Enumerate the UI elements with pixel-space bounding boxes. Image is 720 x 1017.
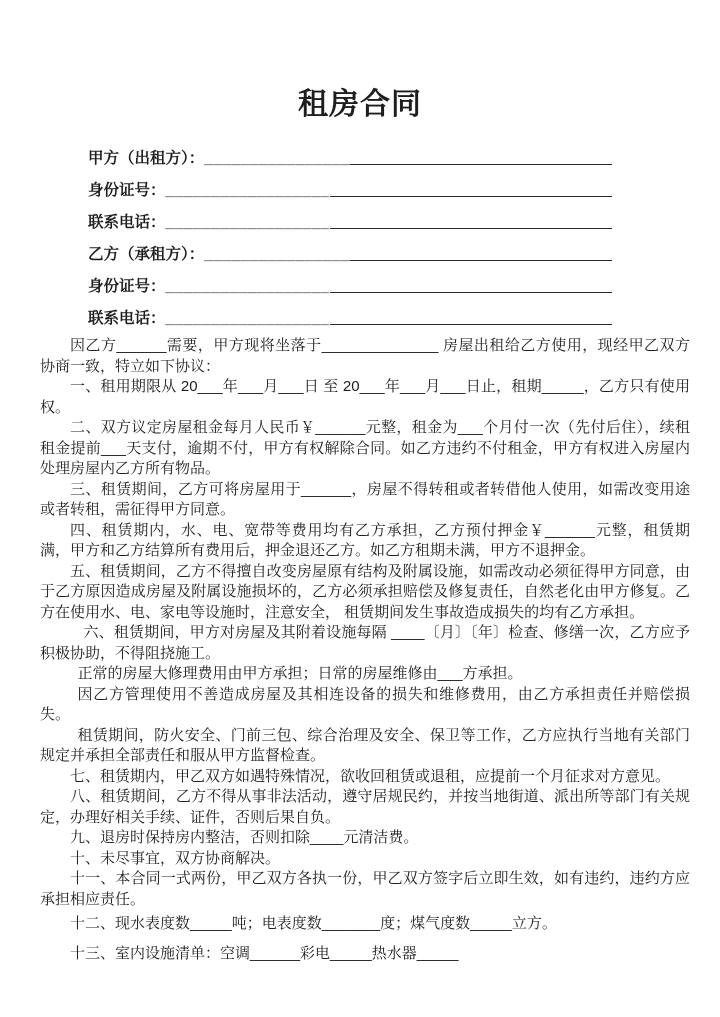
blank-line [330,323,612,325]
clause-4: 四、租赁期内，水、电、宽带等费用均有乙方承担，乙方预付押金￥______元整，租赁期满，甲方和乙方结算所有费用后，押金退还乙方。如乙方租期未满，甲方不退押金。 [40,521,690,559]
fill-in-blank: __________________ [165,214,330,231]
blank-line [330,227,612,229]
clause-11: 十一、本合同一式两份，甲乙双方各执一份，甲乙双方签字后立即生效，如有违约，违约方应承担相应责任。 [40,870,690,908]
fill-in-blank: ________________ [204,246,351,263]
party-label: 甲方（出租方）： [88,150,205,167]
party-row-lessee [88,232,612,264]
party-label: 联系电话： [88,310,166,327]
party-row-lessor [88,136,612,168]
party-label: 身份证号： [88,182,166,199]
clause-1: 一、租用期限从 20___年___月___日 至 20___年___月___日止，租期_____，乙方只有使用权。 [40,378,690,416]
party-label: 乙方（承租方）： [88,246,205,263]
contract-body [40,336,690,964]
clause-2: 二、双方议定房屋租金每月人民币￥______元整，租金为___个月付一次（先付后住），续租租金提前___天支付，逾期不付，甲方有权解除合同。如乙方违约不付租金，甲方有权进入房屋内处理房屋内乙方所有物品。 [40,419,690,477]
intro-paragraph: 因乙方______需要，甲方现将坐落于______________ 房屋出租给乙方使用，现经甲乙双方协商一致，特立如下协议： [40,337,690,375]
party-row-lessee-id [88,264,612,296]
clause-7: 七、租赁期内，甲乙双方如遇特殊情况，欲收回租赁或退租，应提前一个月征求对方意见。 [70,767,671,785]
clause-9: 九、退房时保持房内整洁，否则扣除____元清洁费。 [70,829,419,846]
blank-line [350,163,612,165]
fill-in-blank: __________________ [165,278,330,295]
clause-10: 十、未尽事宜，双方协商解决。 [70,849,281,867]
clause-3: 三、租赁期间，乙方可将房屋用于______，房屋不得转租或者转借他人使用，如需改变用途或者转租，需征得甲方同意。 [40,480,690,518]
party-row-lessee-phone [88,296,612,328]
clause-8: 八、租赁期间，乙方不得从事非法活动，遵守居规民约，并按当地街道、派出所等部门有关规定，办理好相关手续、证件，否则后果自负。 [40,788,690,826]
clause-6-sub-2: 因乙方管理使用不善造成房屋及其相连设备的损失和维修费用，由乙方承担责任并赔偿损失。 [40,685,690,723]
party-label: 联系电话： [88,214,166,231]
fill-in-blank: __________________ [165,182,330,199]
clause-12: 十二、现水表度数_____吨；电表度数_______度；煤气度数_____立方。 [70,915,557,932]
clause-5: 五、租赁期间，乙方不得擅自改变房屋原有结构及附属设施，如需改动必须征得甲方同意，由于乙方原因造成房屋及附属设施损坏的，乙方必须承担赔偿及修复责任，自然老化由甲方修复。乙方在使用水、电、家电等设施时，注意安全， 租赁期间发生事故造成损失的均有乙方承担。 [40,562,690,621]
party-label: 身份证号： [88,278,166,295]
fill-in-blank: ________________ [204,150,351,167]
clause-13: 十三、室内设施清单：空调______彩电_____热水器_____ [70,944,459,962]
blank-line [330,291,612,293]
blank-line [350,259,612,261]
blank-line [330,195,612,197]
contract-title: 租房合同 [298,88,422,121]
clause-6: 六、租赁期间，甲方对房屋及其附着设施每隔 ____〔月〕〔年〕检查、修缮一次，乙方应予积极协助，不得阻挠施工。 [40,624,690,662]
fill-in-blank: __________________ [165,310,330,327]
clause-6-sub-1: 正常的房屋大修理费用由甲方承担；日常的房屋维修由___方承担。 [77,665,523,682]
party-row-lessor-phone [88,200,612,232]
parties-section [88,136,612,328]
party-row-lessor-id [88,168,612,200]
clause-6-sub-3: 租赁期间，防火安全、门前三包、综合治理及安全、保卫等工作，乙方应执行当地有关部门规定并承担全部责任和服从甲方监督检查。 [40,726,690,764]
